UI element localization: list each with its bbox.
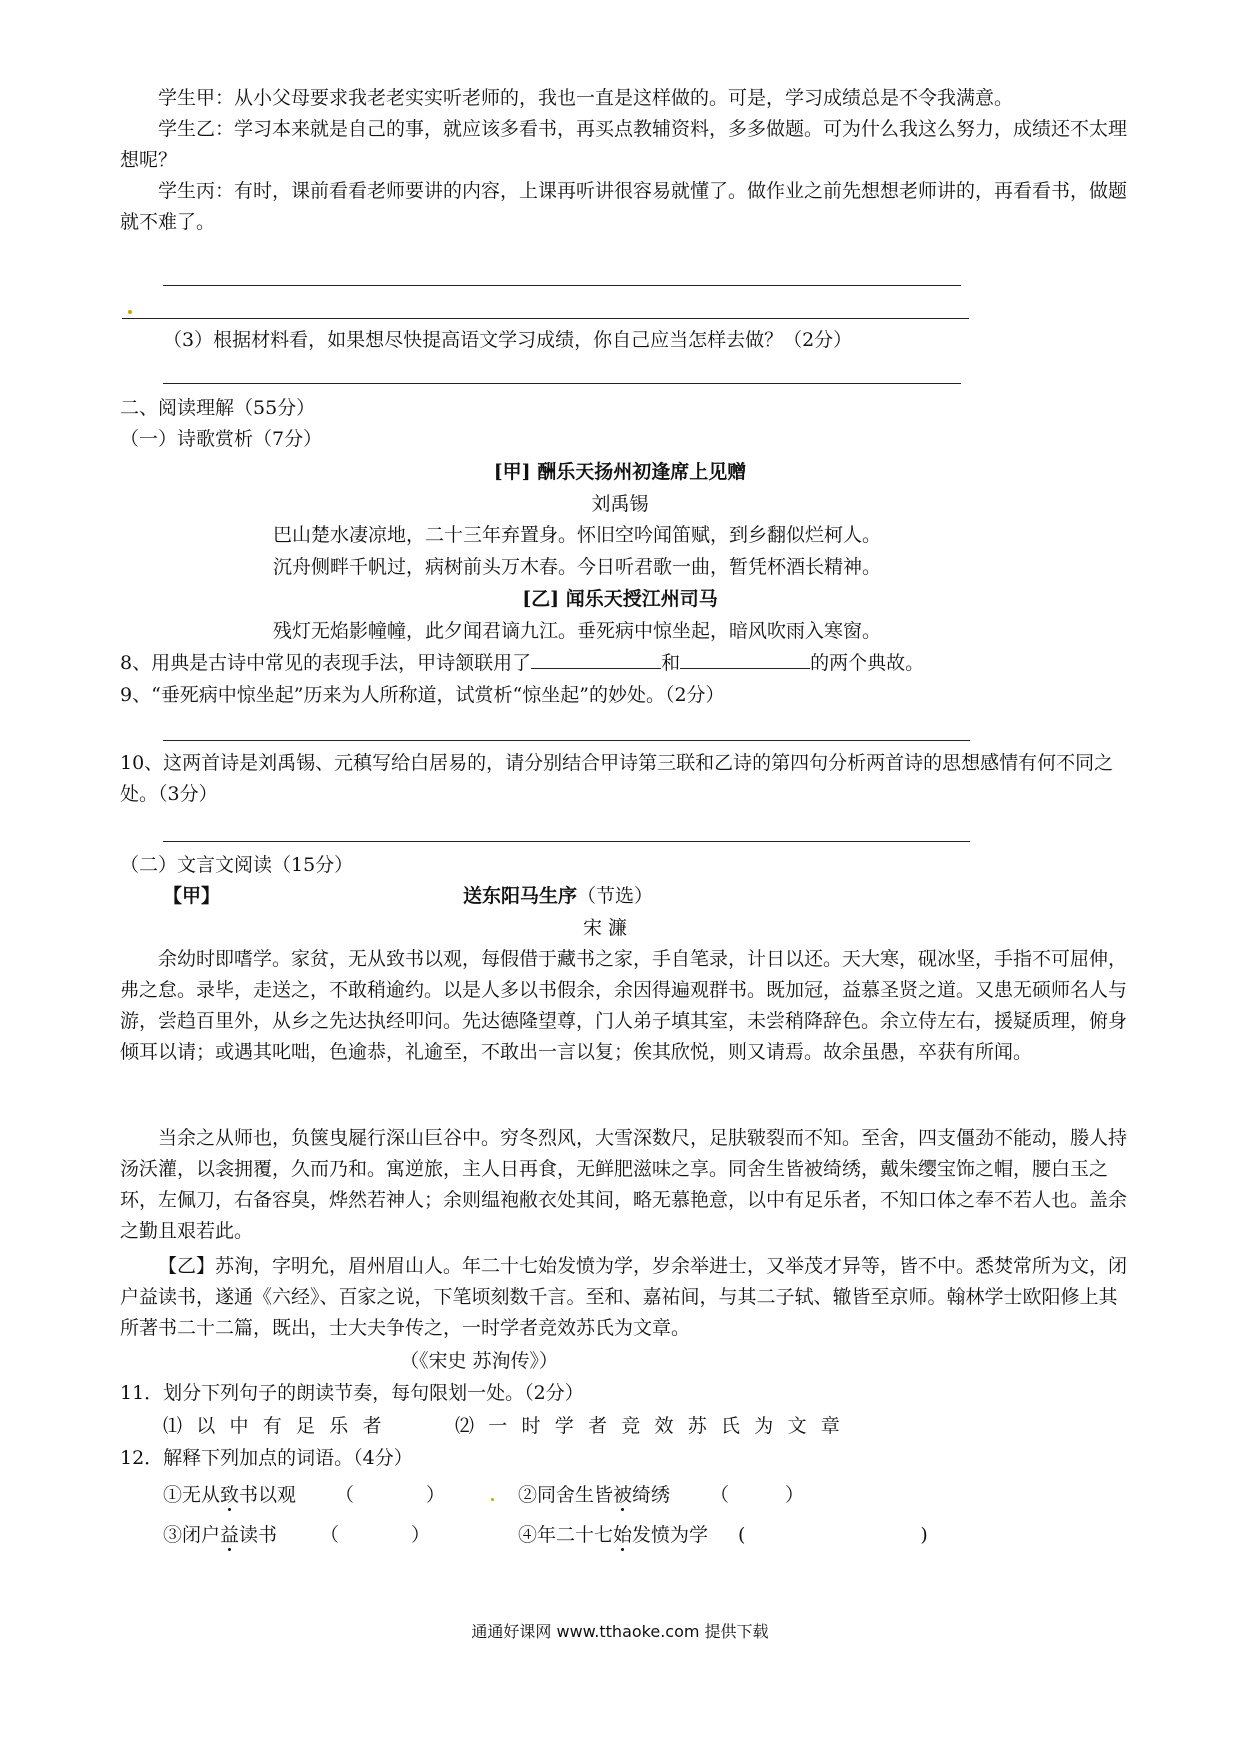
paren-open: （ [710, 1484, 730, 1506]
poem-a-title: [甲] 酬乐天扬州初逢席上见赠 [493, 461, 747, 483]
q8-prefix: 8、用典是古诗中常见的表现手法，甲诗颔联用了 [120, 652, 532, 674]
q12-item-3 [163, 1520, 277, 1551]
q12-item-4-dotted: 始 [613, 1524, 633, 1546]
text-b-source: （《宋史 苏洵传》） [400, 1350, 559, 1372]
section-title: 二、阅读理解（55分） [120, 397, 316, 419]
q12-item-3-text: 读书 [239, 1524, 278, 1546]
question-11: 11．划分下列句子的朗读节奏，每句限划一处。（2分） [120, 1382, 584, 1404]
q12-item-2-dotted: 被 [613, 1484, 633, 1506]
q12-item-4-text: 发愤为学 [632, 1524, 709, 1546]
q12-item-1-text: ①无从 [163, 1484, 221, 1506]
q12-item-2-answer[interactable] [710, 1480, 804, 1511]
scan-speck [128, 310, 132, 314]
page-footer: 通通好课网 www.tthaoke.com 提供下载 [471, 1622, 769, 1641]
q12-item-1-text: 书以观 [239, 1484, 297, 1506]
question-9: 9、“垂死病中惊坐起”历来为人所称道，试赏析“惊坐起”的妙处。（2分） [120, 684, 725, 706]
text-b-paragraph: 【乙】苏洵，字明允，眉州眉山人。年二十七始发愤为学，岁余举进士，又举茂才异等，皆不中。悉焚常所为文，闭户益读书，遂通《六经》、百家之说，下笔顷刻数千言。至和、嘉祐间，与其二子轼、辙皆至京师。翰林学士欧阳修上其所著书二十二篇，既出，士大夫争传之，一时学者竞效苏氏为文章。 [120, 1255, 1128, 1339]
poem-a-line1: 巴山楚水凄凉地，二十三年弃置身。怀旧空吟闻笛赋，到乡翻似烂柯人。 [273, 524, 882, 546]
text-a-author: 宋 濂 [583, 917, 628, 939]
q12-item-1-answer[interactable] [335, 1480, 445, 1511]
text-a-title [463, 881, 653, 912]
answer-line [163, 841, 970, 842]
q8-suffix: 的两个典故。 [810, 652, 925, 674]
paren-close: ） [785, 1484, 805, 1506]
answer-line [122, 318, 969, 319]
q12-item-1-dotted: 致 [220, 1484, 240, 1506]
q11-sentence-1[interactable]: ⑴以中有足乐者 [163, 1415, 396, 1437]
question-3: （3）根据材料看，如果想尽快提高语文学习成绩，你自己应当怎样去做？（2分） [163, 329, 853, 351]
text-a-paragraph-1: 余幼时即嗜学。家贫，无从致书以观，每假借于藏书之家，手自笔录，计日以还。天大寒，砚冰坚，手指不可屈伸，弗之怠。录毕，走送之，不敢稍逾约。以是人多以书假余，余因得遍观群书。既加冠，益慕圣贤之道。又患无硕师名人与游，尝趋百里外，从乡之先达执经叩问。先达德隆望尊，门人弟子填其室，未尝稍降辞色。余立侍左右，援疑质理，俯身倾耳以请；或遇其叱咄，色逾恭，礼逾至，不敢出一言以复；俟其欣悦，则又请焉。故余虽愚，卒获有所闻。 [120, 948, 1128, 1063]
q8-blank-2[interactable] [680, 648, 810, 669]
answer-line [163, 740, 970, 741]
q12-item-4-text: ④年二十七 [518, 1524, 614, 1546]
answer-line [163, 383, 961, 384]
paren-open: ( [738, 1524, 746, 1546]
text-a-title-main: 送东阳马生序 [463, 885, 578, 907]
paren-close: ） [411, 1524, 431, 1546]
q12-item-4-answer[interactable] [738, 1520, 928, 1551]
poetry-section-title: （一）诗歌赏析（7分） [120, 428, 323, 450]
student-a-statement: 学生甲：从小父母要求我老老实实听老师的，我也一直是这样做的。可是，学习成绩总是不令我满意。 [158, 87, 1014, 109]
student-c-statement: 学生丙：有时，课前看看老师要讲的内容，上课再听讲很容易就懂了。做作业之前先想想老师讲的，再看看书，做题就不难了。 [120, 180, 1128, 233]
classical-section-title: （二）文言文阅读（15分） [120, 854, 354, 876]
q12-item-4 [518, 1520, 708, 1551]
paren-close: ) [920, 1524, 928, 1546]
q12-item-3-text: ③闭户 [163, 1524, 221, 1546]
paren-open: （ [335, 1484, 355, 1506]
q12-item-1 [163, 1480, 296, 1511]
q8-blank-1[interactable] [531, 648, 661, 669]
text-a-label: 【甲】 [163, 885, 221, 907]
answer-line [163, 285, 961, 286]
poem-a-author: 刘禹锡 [591, 493, 649, 515]
text-a-paragraph-2: 当余之从师也，负箧曳屣行深山巨谷中。穷冬烈风，大雪深数尺，足肤皲裂而不知。至舍，四支僵劲不能动，媵人持汤沃灌，以衾拥覆，久而乃和。寓逆旅，主人日再食，无鲜肥滋味之享。同舍生皆被绮绣，戴朱缨宝饰之帽，腰白玉之环，左佩刀，右备容臭，烨然若神人；余则缊袍敝衣处其间，略无慕艳意，以中有足乐者，不知口体之奉不若人也。盖余之勤且艰若此。 [120, 1127, 1128, 1242]
scan-speck [491, 1498, 494, 1501]
poem-a-line2: 沉舟侧畔千帆过，病树前头万木春。今日听君歌一曲，暂凭杯酒长精神。 [273, 556, 882, 578]
paren-close: ） [426, 1484, 446, 1506]
question-8 [120, 648, 924, 679]
student-b-statement: 学生乙：学习本来就是自己的事，就应该多看书，再买点教辅资料，多多做题。可为什么我这么努力，成绩还不太理想呢？ [120, 118, 1128, 171]
text-a-title-note: （节选） [577, 885, 654, 907]
q12-item-2 [518, 1480, 670, 1511]
q12-item-3-answer[interactable] [320, 1520, 430, 1551]
q12-item-3-dotted: 益 [220, 1524, 240, 1546]
q11-sentence-2[interactable]: ⑵一时学者竞效苏氏为文章 [455, 1415, 855, 1437]
poem-b-title: [乙] 闻乐天授江州司马 [522, 588, 718, 610]
q8-mid: 和 [661, 652, 681, 674]
poem-b-line1: 残灯无焰影幢幢，此夕闻君谪九江。垂死病中惊坐起，暗风吹雨入寒窗。 [273, 620, 882, 642]
q12-item-2-text: 绮绣 [632, 1484, 671, 1506]
question-10: 10、这两首诗是刘禹锡、元稹写给白居易的，请分别结合甲诗第三联和乙诗的第四句分析两首诗的思想感情有何不同之处。（3分） [120, 752, 1114, 805]
question-12: 12．解释下列加点的词语。（4分） [120, 1447, 413, 1469]
q12-item-2-text: ②同舍生皆 [518, 1484, 614, 1506]
paren-open: （ [320, 1524, 340, 1546]
